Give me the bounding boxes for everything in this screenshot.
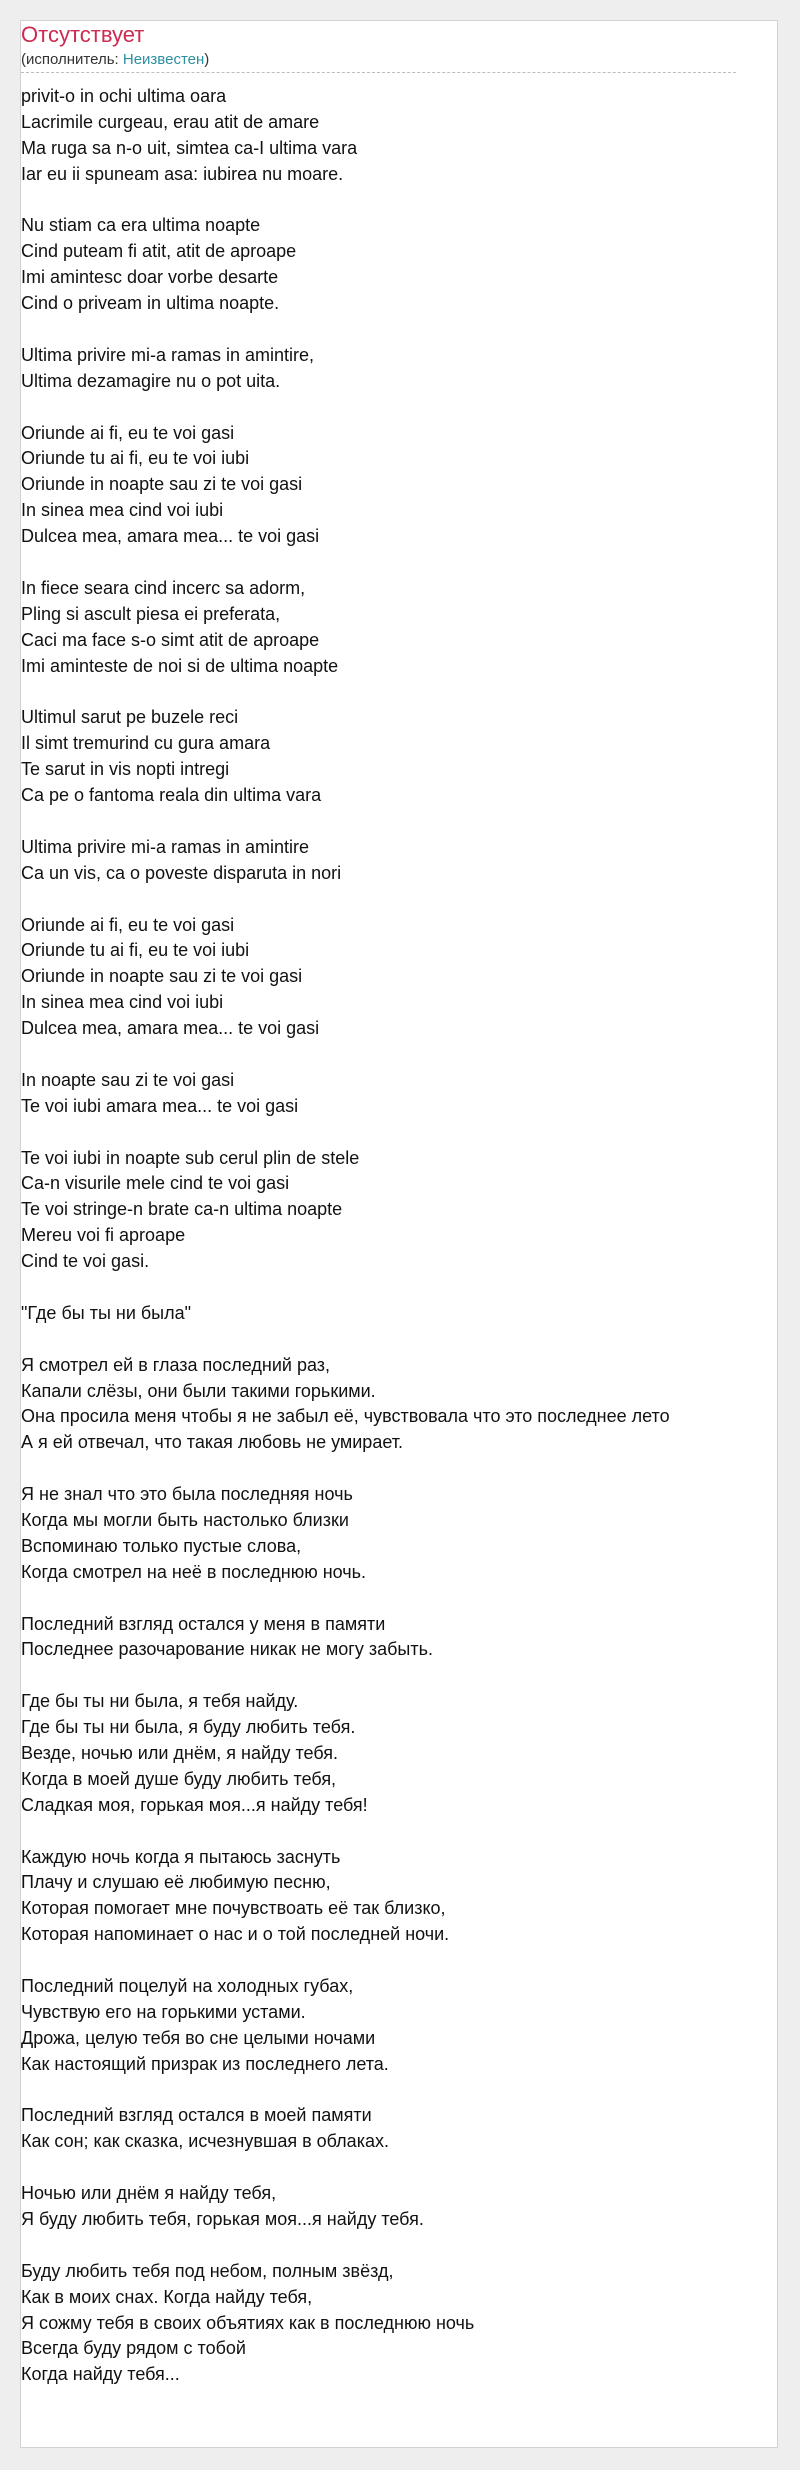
lyrics-line: Cind o priveam in ultima noapte. — [21, 293, 280, 314]
lyrics-blank-line — [21, 1327, 751, 1353]
lyrics-line: In sinea mea cind voi iubi — [21, 500, 224, 521]
lyrics-line: Ultima privire mi-a ramas in amintire, — [21, 344, 315, 365]
lyrics-blank-line — [21, 188, 751, 214]
lyrics-line: Где бы ты ни была, я буду любить тебя. — [21, 1717, 356, 1738]
lyrics-line: Как настоящий призрак из последнего лета. — [21, 2053, 389, 2074]
lyrics-line: "Где бы ты ни была" — [21, 1302, 192, 1323]
lyrics-line: Когда в моей душе буду любить тебя, — [21, 1768, 337, 1789]
lyrics-line: Которая напоминает о нас и о той последней ночи. — [21, 1924, 450, 1945]
lyrics-line: Ultima dezamagire nu o pot uita. — [21, 370, 281, 391]
lyrics-line: Oriunde ai fi, eu te voi gasi — [21, 914, 235, 935]
lyrics-line: In sinea mea cind voi iubi — [21, 992, 224, 1013]
lyrics-blank-line — [21, 1120, 751, 1146]
lyrics-blank-line — [21, 2155, 751, 2181]
lyrics-line: Mereu voi fi aproape — [21, 1225, 186, 1246]
lyrics-line: Когда мы могли быть настолько близки — [21, 1509, 349, 1530]
lyrics-line: Te voi iubi in noapte sub cerul plin de stele — [21, 1147, 360, 1168]
lyrics-line: Cind te voi gasi. — [21, 1251, 150, 1272]
lyrics-blank-line — [21, 1275, 751, 1301]
lyrics-line: Когда найду тебя... — [21, 2364, 180, 2385]
lyrics-line: Последнее разочарование никак не могу забыть. — [21, 1639, 433, 1660]
lyrics-line: Nu stiam ca era ultima noapte — [21, 215, 261, 236]
lyrics-line: Я смотрел ей в глаза последний раз, — [21, 1354, 331, 1375]
lyrics-blank-line — [21, 1456, 751, 1482]
lyrics-line: Последний поцелуй на холодных губах, — [21, 1976, 354, 1997]
lyrics-line: Где бы ты ни была, я тебя найду. — [21, 1691, 299, 1712]
lyrics-line: Чувствую его на горькими устами. — [21, 2001, 306, 2022]
lyrics-line: Il simt tremurind cu gura amara — [21, 733, 271, 754]
artist-prefix: (исполнитель: — [21, 51, 123, 68]
lyrics-line: Pling si ascult piesa ei preferata, — [21, 603, 281, 624]
lyrics-line: Ca un vis, ca o poveste disparuta in nori — [21, 862, 342, 883]
lyrics-line: Ultima privire mi-a ramas in amintire — [21, 836, 310, 857]
lyrics-line: Oriunde tu ai fi, eu te voi iubi — [21, 448, 250, 469]
lyrics-line: Ca pe o fantoma reala din ultima vara — [21, 785, 322, 806]
lyrics-blank-line — [21, 679, 751, 705]
lyrics-line: Она просила меня чтобы я не забыл её, чувствовала что это последнее лето — [21, 1406, 670, 1427]
lyrics-blank-line — [21, 317, 751, 343]
lyrics-blank-line — [21, 395, 751, 421]
lyrics-blank-line — [21, 809, 751, 835]
lyrics-blank-line — [21, 1042, 751, 1068]
lyrics-line: Каждую ночь когда я пытаюсь заснуть — [21, 1846, 341, 1867]
lyrics-line: А я ей отвечал, что такая любовь не умирает. — [21, 1432, 403, 1453]
lyrics-line: Я не знал что это была последняя ночь — [21, 1484, 353, 1505]
lyrics-line: Dulcea mea, amara mea... te voi gasi — [21, 526, 320, 547]
artist-suffix: ) — [204, 51, 210, 68]
lyrics-line: Последний взгляд остался у меня в памяти — [21, 1613, 386, 1634]
artist-link[interactable]: Неизвестен — [122, 51, 205, 68]
lyrics-line: Imi amintesc doar vorbe desarte — [21, 267, 279, 288]
lyrics-line: Oriunde in noapte sau zi te voi gasi — [21, 474, 303, 495]
lyrics-line: Которая помогает мне почувствоать её так близко, — [21, 1898, 446, 1919]
lyrics-line: Всегда буду рядом с тобой — [21, 2338, 246, 2359]
lyrics-line: Я буду любить тебя, горькая моя...я найду тебя. — [21, 2209, 424, 2230]
lyrics-line: Как в моих снах. Когда найду тебя, — [21, 2286, 313, 2307]
lyrics-line: Ultimul sarut pe buzele reci — [21, 707, 239, 728]
lyrics-line: Ночью или днём я найду тебя, — [21, 2183, 277, 2204]
lyrics-line: Последний взгляд остался в моей памяти — [21, 2105, 372, 2126]
lyrics-text — [21, 84, 751, 2388]
artist-line — [21, 50, 209, 70]
lyrics-line: Oriunde ai fi, eu te voi gasi — [21, 422, 235, 443]
lyrics-blank-line — [21, 887, 751, 913]
lyrics-blank-line — [21, 1948, 751, 1974]
lyrics-line: Везде, ночью или днём, я найду тебя. — [21, 1743, 339, 1763]
lyrics-blank-line — [21, 1819, 751, 1845]
header-divider — [21, 72, 736, 73]
lyrics-blank-line — [21, 1586, 751, 1612]
lyrics-line: Lacrimile curgeau, erau atit de amare — [21, 111, 320, 132]
lyrics-line: Cind puteam fi atit, atit de aproape — [21, 241, 297, 262]
song-title: Отсутствует — [21, 22, 145, 47]
lyrics-line: Дрожа, целую тебя во сне целыми ночами — [21, 2027, 376, 2048]
lyrics-line: Ma ruga sa n-o uit, simtea ca-I ultima vara — [21, 137, 358, 158]
lyrics-line: Imi aminteste de noi si de ultima noapte — [21, 655, 339, 676]
lyrics-line: In fiece seara cind incerc sa adorm, — [21, 577, 306, 598]
lyrics-line: Вспоминаю только пустые слова, — [21, 1535, 302, 1556]
lyrics-blank-line — [21, 2078, 751, 2104]
lyrics-line: Я сожму тебя в своих объятиях как в последнюю ночь — [21, 2312, 475, 2333]
lyrics-line: Oriunde in noapte sau zi te voi gasi — [21, 966, 303, 987]
lyrics-line: Te voi stringe-n brate ca-n ultima noapte — [21, 1199, 343, 1220]
lyrics-line: Iar eu ii spuneam asa: iubirea nu moare. — [21, 163, 344, 184]
lyrics-blank-line — [21, 550, 751, 576]
lyrics-line: Плачу и слушаю её любимую песню, — [21, 1872, 331, 1893]
lyrics-line: Oriunde tu ai fi, eu te voi iubi — [21, 940, 250, 961]
lyrics-line: Сладкая моя, горькая моя...я найду тебя! — [21, 1794, 368, 1815]
lyrics-line: Ca-n visurile mele cind te voi gasi — [21, 1173, 290, 1194]
lyrics-line: Буду любить тебя под небом, полным звёзд, — [21, 2260, 394, 2281]
lyrics-line: Капали слёзы, они были такими горькими. — [21, 1380, 376, 1401]
lyrics-blank-line — [21, 1663, 751, 1689]
lyrics-line: Caci ma face s-o simt atit de aproape — [21, 629, 320, 650]
lyrics-line: Как сон; как сказка, исчезнувшая в облаках. — [21, 2131, 389, 2152]
lyrics-line: privit-o in ochi ultima oara — [21, 86, 227, 106]
lyrics-blank-line — [21, 2233, 751, 2259]
lyrics-line: Dulcea mea, amara mea... te voi gasi — [21, 1018, 320, 1039]
lyrics-line: Когда смотрел на неё в последнюю ночь. — [21, 1561, 367, 1582]
lyrics-line: In noapte sau zi te voi gasi — [21, 1069, 235, 1090]
lyrics-line: Te sarut in vis nopti intregi — [21, 759, 230, 780]
lyrics-line: Te voi iubi amara mea... te voi gasi — [21, 1095, 299, 1116]
